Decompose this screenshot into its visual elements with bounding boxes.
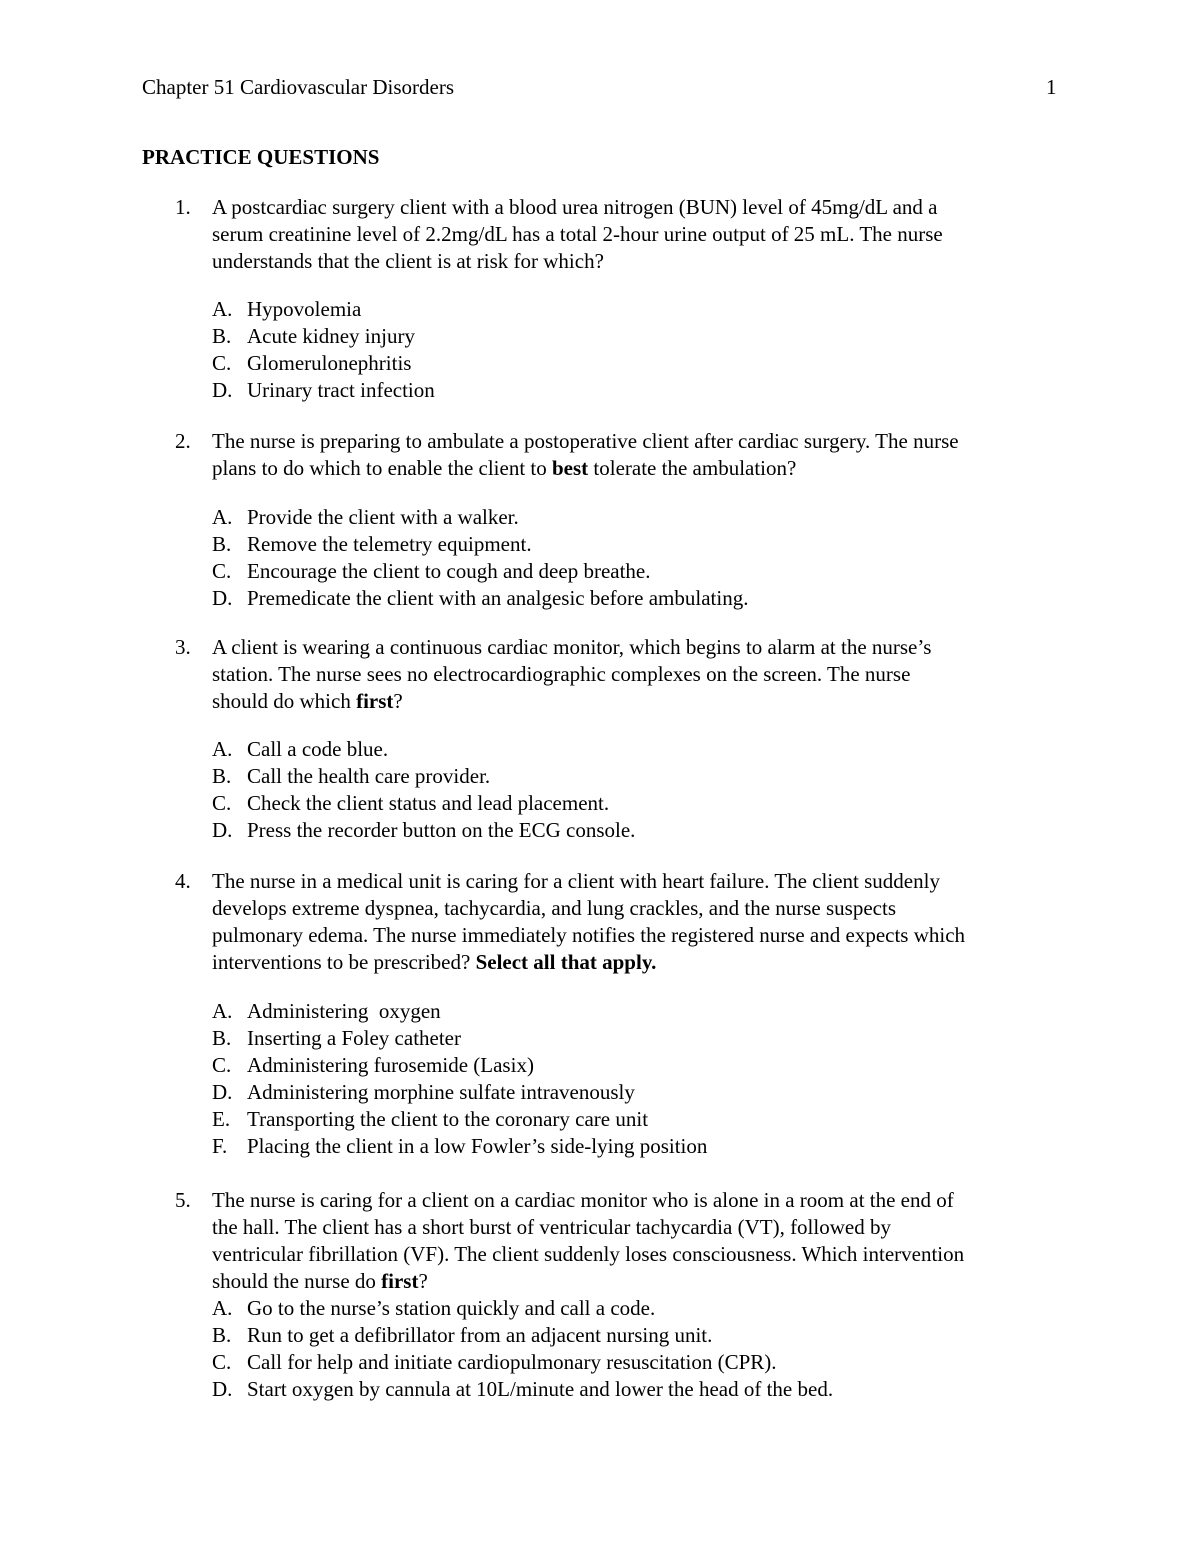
- stem-line: The nurse in a medical unit is caring for a client with heart failure. The client suddenly: [212, 869, 940, 893]
- answer-option: [212, 1133, 1072, 1160]
- option-letter: D.: [212, 818, 233, 842]
- option-letter: C.: [212, 791, 232, 815]
- emphasis-text: Select all that apply.: [475, 950, 657, 974]
- option-letter: D.: [212, 586, 233, 610]
- emphasis-text: first: [381, 1269, 419, 1293]
- option-letter: B.: [212, 532, 232, 556]
- option-text: Transporting the client to the coronary care unit: [247, 1107, 649, 1131]
- answer-option: [212, 1322, 1072, 1349]
- option-text: Provide the client with a walker.: [247, 505, 519, 529]
- answer-options: [212, 1295, 1072, 1403]
- option-text: Call the health care provider.: [247, 764, 491, 788]
- stem-line: pulmonary edema. The nurse immediately notifies the registered nurse and expects which: [212, 923, 966, 947]
- answer-option: [212, 1376, 1072, 1403]
- option-text: Acute kidney injury: [247, 324, 415, 348]
- option-text: Check the client status and lead placement.: [247, 791, 610, 815]
- option-text: Encourage the client to cough and deep breathe.: [247, 559, 651, 583]
- stem-line: serum creatinine level of 2.2mg/dL has a total 2-hour urine output of 25 mL. The nurse: [212, 222, 943, 246]
- stem-line: station. The nurse sees no electrocardiographic complexes on the screen. The nurse: [212, 662, 911, 686]
- option-text: Call a code blue.: [247, 737, 389, 761]
- stem-line: A client is wearing a continuous cardiac monitor, which begins to alarm at the nurse’s: [212, 635, 932, 659]
- answer-option: [212, 1079, 1072, 1106]
- stem-line: develops extreme dyspnea, tachycardia, and lung crackles, and the nurse suspects: [212, 896, 896, 920]
- answer-option: [212, 763, 1072, 790]
- option-letter: D.: [212, 1080, 233, 1104]
- answer-option: [212, 1052, 1072, 1079]
- answer-option: [212, 1349, 1072, 1376]
- option-text: Administering morphine sulfate intravenously: [247, 1080, 635, 1104]
- option-text: Run to get a defibrillator from an adjacent nursing unit.: [247, 1323, 713, 1347]
- stem-line: A postcardiac surgery client with a blood urea nitrogen (BUN) level of 45mg/dL and a: [212, 195, 938, 219]
- stem-line: ventricular fibrillation (VF). The client suddenly loses consciousness. Which intervention: [212, 1242, 965, 1266]
- option-letter: D.: [212, 378, 233, 402]
- answer-option: [212, 998, 1072, 1025]
- option-letter: A.: [212, 297, 233, 321]
- option-text: Administering furosemide (Lasix): [247, 1053, 534, 1077]
- question-stem: [212, 428, 1072, 482]
- option-letter: D.: [212, 1377, 233, 1401]
- option-letter: B.: [212, 324, 232, 348]
- option-text: Administering oxygen: [247, 999, 441, 1023]
- stem-line: The nurse is caring for a client on a cardiac monitor who is alone in a room at the end of: [212, 1188, 954, 1212]
- answer-option: [212, 1295, 1072, 1322]
- option-letter: A.: [212, 505, 233, 529]
- question-number: 4.: [175, 869, 191, 893]
- option-letter: C.: [212, 1350, 232, 1374]
- option-letter: A.: [212, 999, 233, 1023]
- question-number: 1.: [175, 195, 191, 219]
- stem-line: the hall. The client has a short burst of ventricular tachycardia (VT), followed by: [212, 1215, 891, 1239]
- option-text: Call for help and initiate cardiopulmonary resuscitation (CPR).: [247, 1350, 777, 1374]
- question-number: 3.: [175, 635, 191, 659]
- emphasis-text: first: [356, 689, 394, 713]
- option-letter: E.: [212, 1107, 231, 1131]
- option-text: Glomerulonephritis: [247, 351, 412, 375]
- option-text: Remove the telemetry equipment.: [247, 532, 532, 556]
- question-number: 5.: [175, 1188, 191, 1212]
- option-text: Hypovolemia: [247, 297, 362, 321]
- answer-options: [212, 736, 1072, 844]
- answer-option: [212, 296, 1072, 323]
- question-stem: [212, 194, 1072, 275]
- emphasis-text: best: [552, 456, 589, 480]
- question-number: 2.: [175, 429, 191, 453]
- answer-options: [212, 998, 1072, 1160]
- answer-option: [212, 558, 1072, 585]
- option-text: Premedicate the client with an analgesic before ambulating.: [247, 586, 749, 610]
- stem-line: interventions to be prescribed? Select all that apply.: [212, 950, 657, 974]
- question-stem: [212, 634, 1072, 715]
- answer-options: [212, 296, 1072, 404]
- answer-option: [212, 504, 1072, 531]
- stem-line: should the nurse do first?: [212, 1269, 428, 1293]
- option-text: Inserting a Foley catheter: [247, 1026, 461, 1050]
- answer-options: [212, 504, 1072, 612]
- option-letter: C.: [212, 1053, 232, 1077]
- option-letter: B.: [212, 1026, 232, 1050]
- answer-option: [212, 377, 1072, 404]
- running-header-title: Chapter 51 Cardiovascular Disorders: [142, 75, 454, 99]
- option-text: Start oxygen by cannula at 10L/minute and lower the head of the bed.: [247, 1377, 834, 1401]
- option-letter: F.: [212, 1134, 228, 1158]
- stem-line: should do which first?: [212, 689, 403, 713]
- answer-option: [212, 790, 1072, 817]
- answer-option: [212, 350, 1072, 377]
- stem-line: The nurse is preparing to ambulate a postoperative client after cardiac surgery. The nurse: [212, 429, 959, 453]
- option-text: Placing the client in a low Fowler’s side-lying position: [247, 1134, 708, 1158]
- question-stem: [212, 1187, 1072, 1295]
- answer-option: [212, 736, 1072, 763]
- answer-option: [212, 531, 1072, 558]
- option-letter: C.: [212, 351, 232, 375]
- option-text: Urinary tract infection: [247, 378, 435, 402]
- answer-option: [212, 585, 1072, 612]
- section-heading: PRACTICE QUESTIONS: [142, 145, 380, 169]
- option-letter: B.: [212, 764, 232, 788]
- question-stem: [212, 868, 1072, 976]
- answer-option: [212, 323, 1072, 350]
- answer-option: [212, 817, 1072, 844]
- option-letter: A.: [212, 737, 233, 761]
- option-letter: A.: [212, 1296, 233, 1320]
- page-number: 1: [1046, 75, 1057, 99]
- stem-line: plans to do which to enable the client to best tolerate the ambulation?: [212, 456, 797, 480]
- option-letter: B.: [212, 1323, 232, 1347]
- option-letter: C.: [212, 559, 232, 583]
- answer-option: [212, 1025, 1072, 1052]
- answer-option: [212, 1106, 1072, 1133]
- option-text: Go to the nurse’s station quickly and call a code.: [247, 1296, 656, 1320]
- option-text: Press the recorder button on the ECG console.: [247, 818, 636, 842]
- stem-line: understands that the client is at risk for which?: [212, 249, 604, 273]
